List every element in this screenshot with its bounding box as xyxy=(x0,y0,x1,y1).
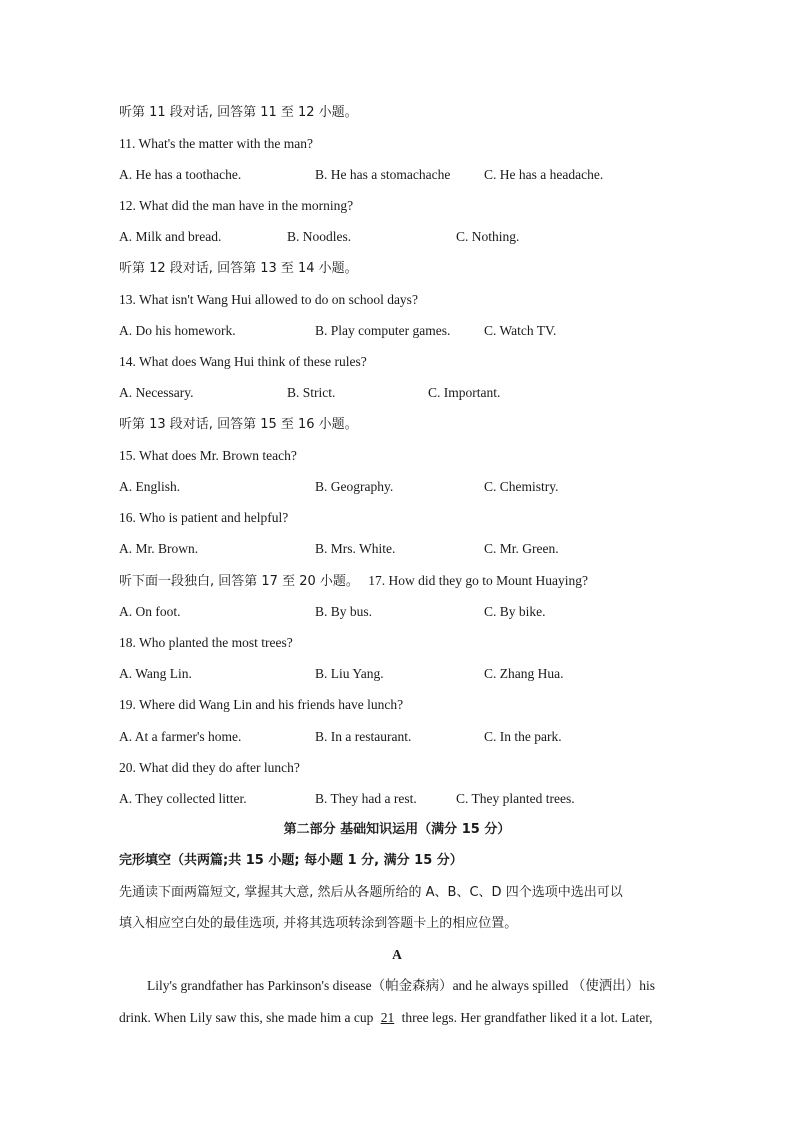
q15-option-c: C. Chemistry. xyxy=(484,479,559,494)
passage-line-2 xyxy=(119,1010,679,1026)
passage-label: A xyxy=(392,947,402,962)
question-12: 12. What did the man have in the morning? xyxy=(119,198,354,213)
q13-option-b: B. Play computer games. xyxy=(315,323,451,338)
q18-option-b: B. Liu Yang. xyxy=(315,666,384,681)
q16-option-a: A. Mr. Brown. xyxy=(119,541,199,556)
q15-option-a: A. English. xyxy=(119,479,181,494)
q17-option-a: A. On foot. xyxy=(119,604,181,619)
q12-option-b: B. Noodles. xyxy=(287,229,352,244)
q19-option-c: C. In the park. xyxy=(484,729,562,744)
question-15: 15. What does Mr. Brown teach? xyxy=(119,448,297,463)
question-13: 13. What isn't Wang Hui allowed to do on school days? xyxy=(119,292,418,307)
q11-option-b: B. He has a stomachache xyxy=(315,167,451,182)
q19-option-b: B. In a restaurant. xyxy=(315,729,412,744)
passage-line-1: Lily's grandfather has Parkinson's disease（帕金森病）and he always spilled （使洒出）his xyxy=(147,978,656,993)
blank-21: 21 xyxy=(380,1010,395,1025)
instructions-line-2: 填入相应空白处的最佳选项, 并将其选项转涂到答题卡上的相应位置。 xyxy=(119,916,518,931)
q15-option-b: B. Geography. xyxy=(315,479,394,494)
q11-option-c: C. He has a headache. xyxy=(484,167,604,182)
q16-option-c: C. Mr. Green. xyxy=(484,541,559,556)
question-14: 14. What does Wang Hui think of these rules? xyxy=(119,354,367,369)
question-20: 20. What did they do after lunch? xyxy=(119,760,300,775)
question-18: 18. Who planted the most trees? xyxy=(119,635,293,650)
section-11-heading: 听第 11 段对话, 回答第 11 至 12 小题。 xyxy=(119,105,358,120)
q16-option-b: B. Mrs. White. xyxy=(315,541,396,556)
section-13-heading: 听第 13 段对话, 回答第 15 至 16 小题。 xyxy=(119,417,358,432)
q12-option-a: A. Milk and bread. xyxy=(119,229,222,244)
question-16: 16. Who is patient and helpful? xyxy=(119,510,289,525)
q17-option-c: C. By bike. xyxy=(484,604,546,619)
q17-option-b: B. By bus. xyxy=(315,604,373,619)
q18-option-a: A. Wang Lin. xyxy=(119,666,192,681)
q20-option-c: C. They planted trees. xyxy=(456,791,575,806)
section-12-heading: 听第 12 段对话, 回答第 13 至 14 小题。 xyxy=(119,261,358,276)
q14-option-c: C. Important. xyxy=(428,385,501,400)
instructions-line-1: 先通读下面两篇短文, 掌握其大意, 然后从各题所给的 A、B、C、D 四个选项中选出可以 xyxy=(119,885,623,900)
question-19: 19. Where did Wang Lin and his friends have lunch? xyxy=(119,697,404,712)
q13-option-c: C. Watch TV. xyxy=(484,323,557,338)
question-17: 17. How did they go to Mount Huaying? xyxy=(368,573,588,588)
question-11: 11. What's the matter with the man? xyxy=(119,136,314,151)
q14-option-a: A. Necessary. xyxy=(119,385,194,400)
part-two-title: 第二部分 基础知识运用（满分 15 分） xyxy=(283,822,511,837)
q18-option-c: C. Zhang Hua. xyxy=(484,666,564,681)
q14-option-b: B. Strict. xyxy=(287,385,336,400)
passage-line-2-end: three legs. Her grandfather liked it a lot. Later, xyxy=(398,1010,653,1025)
q19-option-a: A. At a farmer's home. xyxy=(119,729,242,744)
q12-option-c: C. Nothing. xyxy=(456,229,520,244)
section-14-row xyxy=(119,573,588,590)
q11-option-a: A. He has a toothache. xyxy=(119,167,242,182)
q20-option-a: A. They collected litter. xyxy=(119,791,247,806)
cloze-title: 完形填空（共两篇;共 15 小题; 每小题 1 分, 满分 15 分） xyxy=(119,853,463,868)
section-14-heading: 听下面一段独白, 回答第 17 至 20 小题。 xyxy=(119,574,359,589)
q13-option-a: A. Do his homework. xyxy=(119,323,236,338)
passage-line-2-start: drink. When Lily saw this, she made him a cup xyxy=(119,1010,377,1025)
q20-option-b: B. They had a rest. xyxy=(315,791,417,806)
